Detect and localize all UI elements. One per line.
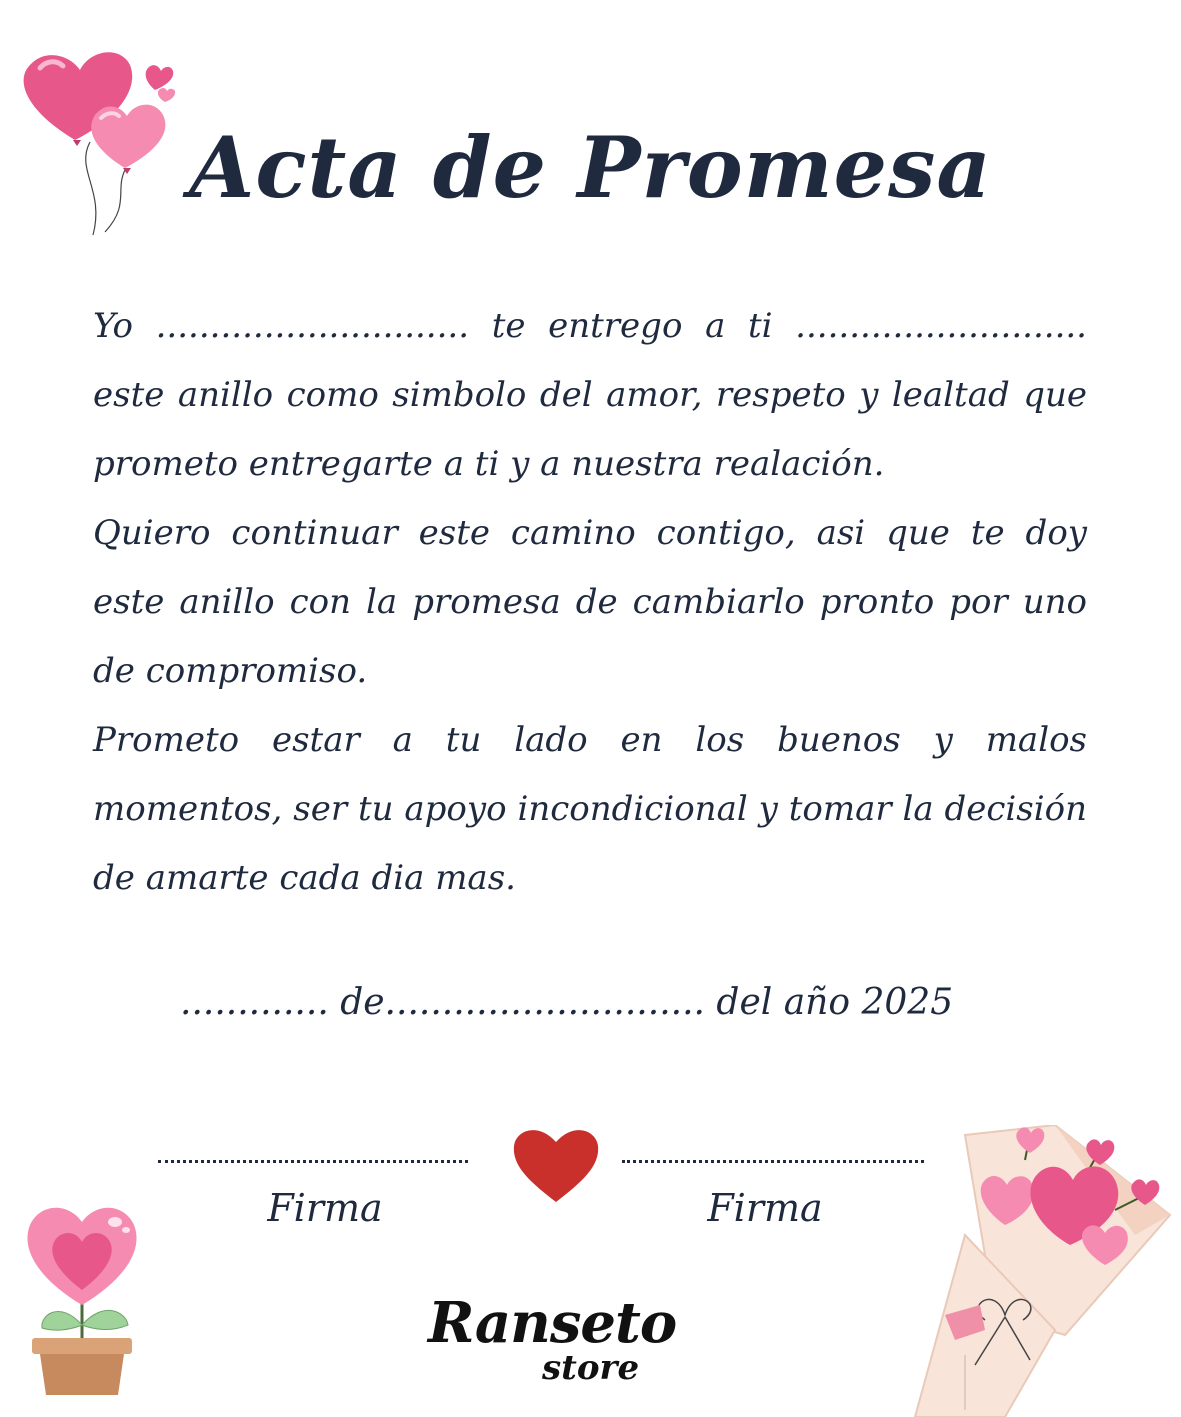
signature-line-left: [158, 1160, 468, 1163]
heart-bouquet-icon: [905, 1125, 1175, 1417]
brand-name: Ranseto: [428, 1290, 677, 1356]
heart-icon: [510, 1124, 602, 1204]
brand-logo: [420, 1290, 677, 1400]
document-title: Acta de Promesa: [189, 118, 992, 217]
paragraph: Prometo estar a tu lado en los buenos y malos momentos, ser tu apoyo incondicional y tomar la decisión de amarte cada dia mas.: [93, 720, 1087, 898]
paragraph: Quiero continuar este camino contigo, asi que te doy este anillo con la promesa de cambiarlo pronto por uno de compromiso.: [93, 513, 1087, 691]
heart-flower-pot-icon: [20, 1200, 145, 1400]
signature-label-right: Firma: [707, 1186, 823, 1230]
brand-sub: store: [542, 1348, 640, 1388]
promise-body: [93, 292, 1087, 913]
signature-label-left: Firma: [267, 1186, 383, 1230]
paragraph: Yo ............................. te entrego a ti ........................... este anillo como simbolo del amor, respeto y lealtad que prometo entregarte a ti y a nuestra realación.: [93, 306, 1087, 484]
date-line: ............. de............................ del año 2025: [180, 982, 954, 1023]
signature-line-right: [622, 1160, 924, 1163]
